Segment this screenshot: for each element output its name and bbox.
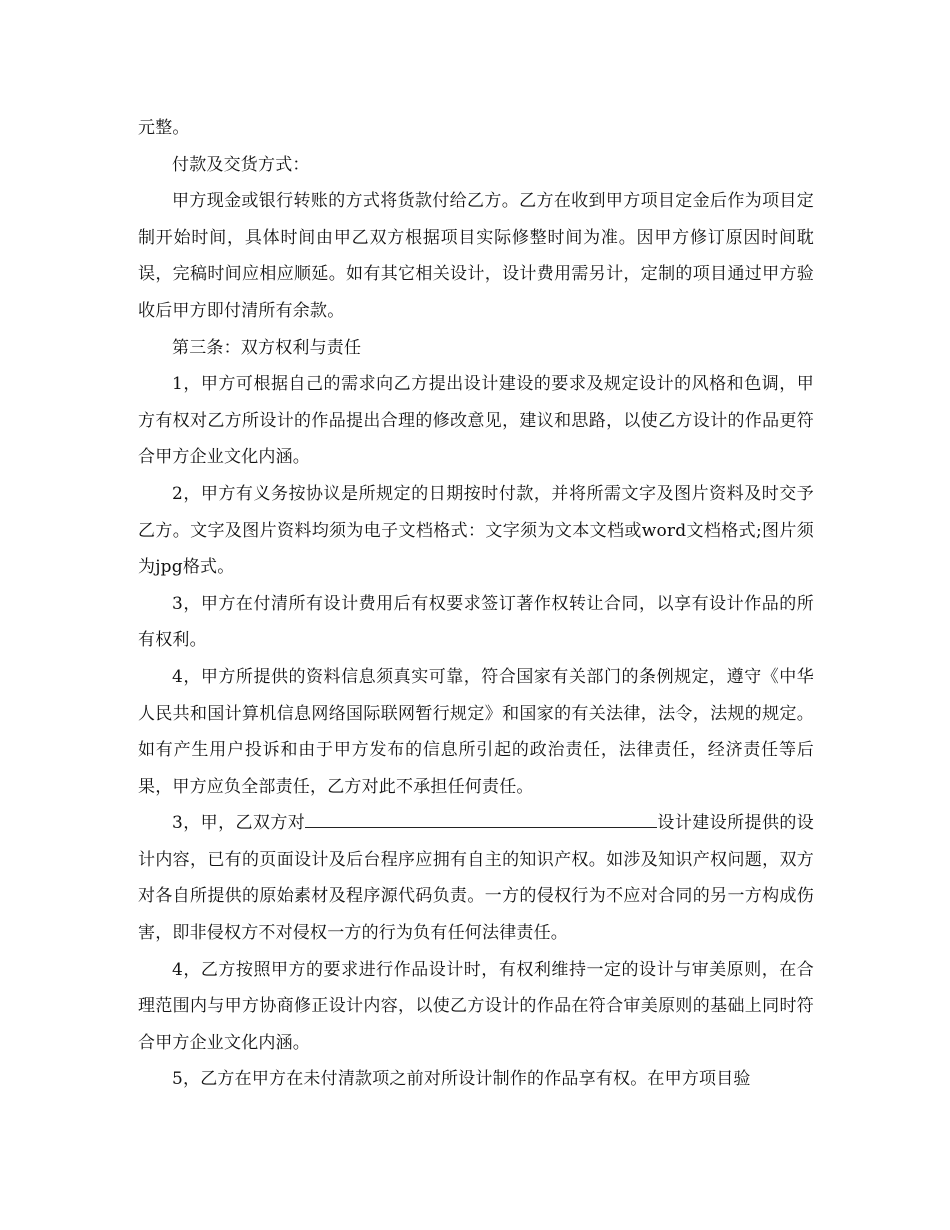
paragraph-payment-terms: 甲方现金或银行转账的方式将货款付给乙方。乙方在收到甲方项目定金后作为项目定制开始时间，具体时间由甲乙双方根据项目实际修整时间为准。因甲方修订原因时间耽误，完稿时间应相应顺延。如有其它相关设计，设计费用需另计，定制的项目通过甲方验收后甲方即付清所有余款。 <box>138 191 814 321</box>
section-heading-article-3: 第三条：双方权利与责任 <box>172 337 362 358</box>
paragraph-amount-end: 元整。 <box>138 118 190 138</box>
paragraph-payment-heading: 付款及交货方式： <box>172 154 310 175</box>
paragraph-clause-b5: 5，乙方在甲方在未付清款项之前对所设计制作的作品享有权。在甲方项目验 <box>172 1069 751 1090</box>
paragraph-clause-a1: 1，甲方可根据自己的需求向乙方提出设计建设的要求及规定设计的风格和色调，甲方有权对乙方所设计的作品提出合理的修改意见，建议和思路，以使乙方设计的作品更符合甲方企业文化内涵。 <box>138 374 814 468</box>
paragraph-clause-a4: 4，甲方所提供的资料信息须真实可靠，符合国家有关部门的条例规定，遵守《中华人民共和国计算机信息网络国际联网暂行规定》和国家的有关法律，法令，法规的规定。如有产生用户投诉和由于甲方发布的信息所引起的政治责任，法律责任，经济责任等后果，甲方应负全部责任，乙方对此不承担任何责任。 <box>138 666 814 797</box>
paragraph-clause-b4: 4，乙方按照甲方的要求进行作品设计时，有权利维持一定的设计与审美原则，在合理范围内与甲方协商修正设计内容，以使乙方设计的作品在符合审美原则的基础上同时符合甲方企业文化内涵。 <box>138 959 814 1053</box>
document-body <box>138 110 814 1098</box>
clause-b3-lead: 3，甲，乙双方对 <box>172 813 306 834</box>
paragraph-clause-a3: 3，甲方在付清所有设计费用后有权要求签订著作权转让合同，以享有设计作品的所有权利。 <box>138 593 814 651</box>
paragraph-clause-a2: 2，甲方有义务按协议是所规定的日期按时付款，并将所需文字及图片资料及时交予乙方。文字及图片资料均须为电子文档格式：文字须为文本文档或word文档格式;图片须为jpg格式。 <box>138 483 814 578</box>
fill-in-blank-line[interactable] <box>305 811 657 828</box>
clause-b3-rest: 设计建设所提供的设计内容，已有的页面设计及后台程序应拥有自主的知识产权。如涉及知识产权问题，双方对各自所提供的原始素材及程序源代码负责。一方的侵权行为不应对合同的另一方构成伤害，即非侵权方不对侵权一方的行为负有任何法律责任。 <box>138 813 814 944</box>
paragraph-clause-b3 <box>138 805 814 951</box>
